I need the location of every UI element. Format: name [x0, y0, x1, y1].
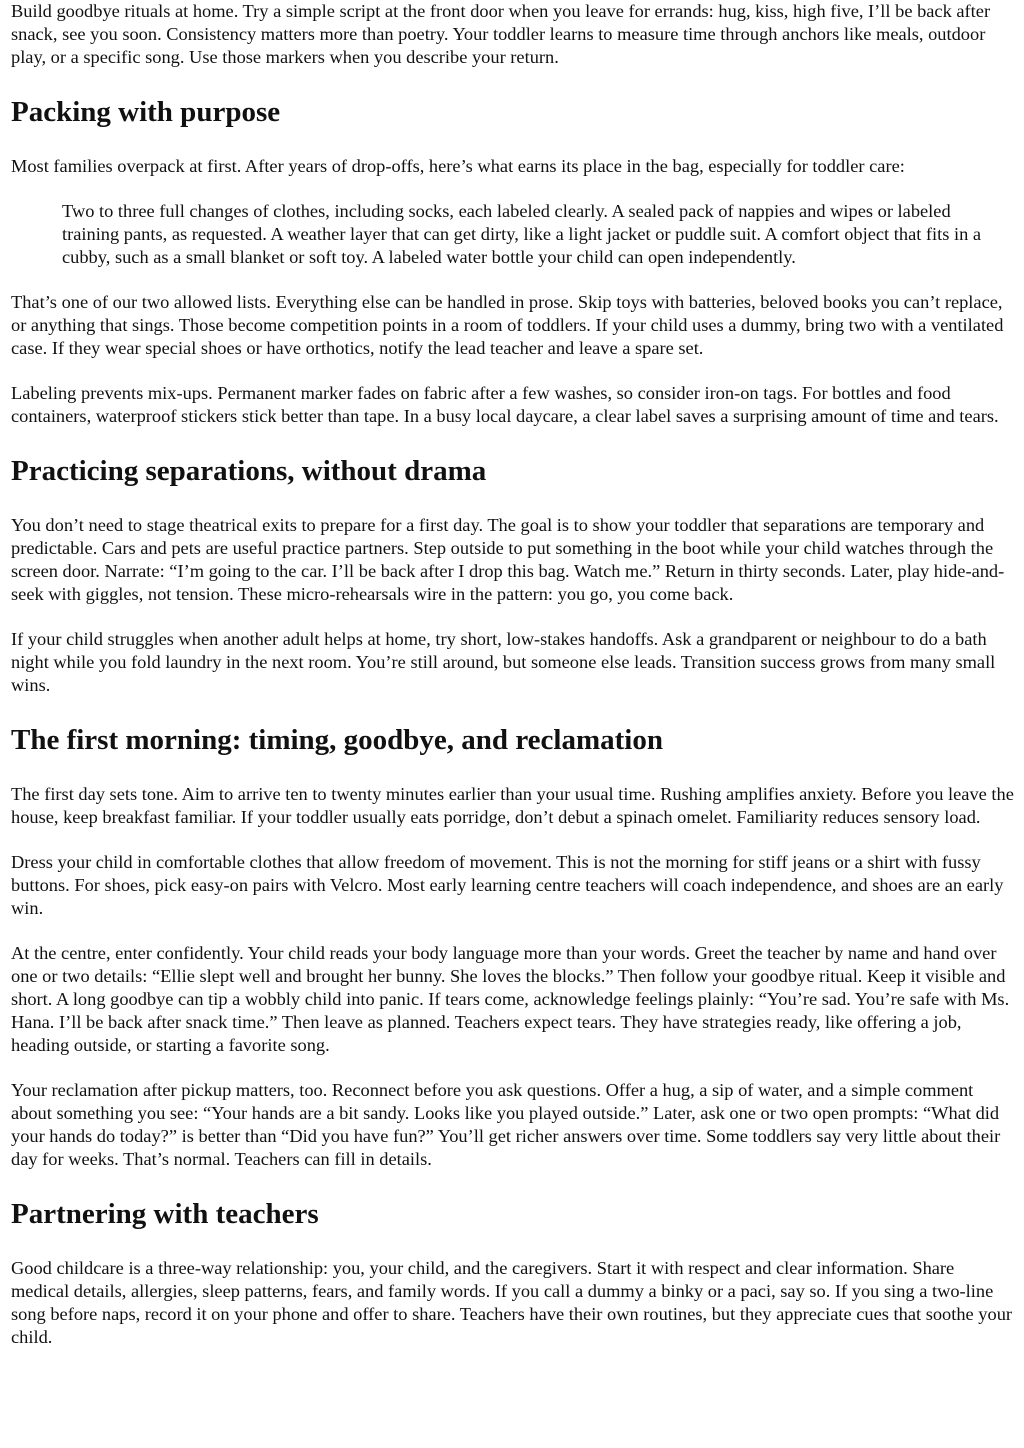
- section-heading: Partnering with teachers: [11, 1198, 319, 1230]
- paragraph: Build goodbye rituals at home. Try a simple script at the front door when you leave for errands: hug, kiss, high five, I’ll be back after snack, see you soon. Consistency matters more than poetry. Your toddler learns to measure time through anchors like meals, outdoor play, or a specific song. Use those markers when you describe your return.: [11, 1, 991, 67]
- paragraph: You don’t need to stage theatrical exits to prepare for a first day. The goal is to show your toddler that separations are temporary and predictable. Cars and pets are useful practice partners. Step outside to put something in the boot while your child watches through the screen door. Narrate: “I’m going to the car. I’ll be back after I drop this bag. Watch me.” Return in thirty seconds. Later, play hide-and-seek with giggles, not tension. These micro-rehearsals wire in the pattern: you go, you come back.: [11, 515, 1005, 604]
- paragraph: That’s one of our two allowed lists. Everything else can be handled in prose. Skip toys with batteries, beloved books you can’t replace, or anything that sings. Those become competition points in a room of toddlers. If your child uses a dummy, bring two with a ventilated case. If they wear special shoes or have orthotics, notify the lead teacher and leave a spare set.: [11, 292, 1004, 358]
- paragraph: At the centre, enter confidently. Your child reads your body language more than your words. Greet the teacher by name and hand over one or two details: “Ellie slept well and brought her bunny. She loves the blocks.” Then follow your goodbye ritual. Keep it visible and short. A long goodbye can tip a wobbly child into panic. If tears come, acknowledge feelings plainly: “You’re sad. You’re safe with Ms. Hana. I’ll be back after snack time.” Then leave as planned. Teachers expect tears. They have strategies ready, like offering a job, heading outside, or starting a favorite song.: [11, 943, 1010, 1055]
- paragraph: Your reclamation after pickup matters, too. Reconnect before you ask questions. Offer a hug, a sip of water, and a simple comment about something you see: “Your hands are a bit sandy. Looks like you played outside.” Later, ask one or two open prompts: “What did your hands do today?” is better than “Did you have fun?” You’ll get richer answers over time. Some toddlers say very little about their day for weeks. That’s normal. Teachers can fill in details.: [11, 1080, 1001, 1169]
- section-heading: Practicing separations, without drama: [11, 455, 487, 487]
- paragraph: Dress your child in comfortable clothes that allow freedom of movement. This is not the morning for stiff jeans or a shirt with fussy buttons. For shoes, pick easy-on pairs with Velcro. Most early learning centre teachers will coach independence, and shoes are an early win.: [11, 852, 1004, 918]
- paragraph: Good childcare is a three-way relationship: you, your child, and the caregivers. Start it with respect and clear information. Share medical details, allergies, sleep patterns, fears, and family words. If you call a dummy a binky or a paci, say so. If you sing a two-line song before naps, record it on your phone and offer to share. Teachers have their own routines, but they appreciate cues that soothe your child.: [11, 1258, 1013, 1347]
- section-heading: Packing with purpose: [11, 96, 281, 128]
- paragraph: If your child struggles when another adult helps at home, try short, low-stakes handoffs. Ask a grandparent or neighbour to do a bath night while you fold laundry in the next room. You’re still around, but someone else leads. Transition success grows from many small wins.: [11, 629, 996, 695]
- paragraph: Labeling prevents mix-ups. Permanent marker fades on fabric after a few washes, so consider iron-on tags. For bottles and food containers, waterproof stickers stick better than tape. In a busy local daycare, a clear label saves a surprising amount of time and tears.: [11, 383, 999, 426]
- paragraph: Most families overpack at first. After years of drop-offs, here’s what earns its place in the bag, especially for toddler care:: [11, 156, 905, 176]
- packing-list-quote: Two to three full changes of clothes, including socks, each labeled clearly. A sealed pack of nappies and wipes or labeled training pants, as requested. A weather layer that can get dirty, like a light jacket or puddle suit. A comfort object that fits in a cubby, such as a small blanket or soft toy. A labeled water bottle your child can open independently.: [62, 201, 982, 267]
- section-heading: The first morning: timing, goodbye, and reclamation: [11, 724, 663, 756]
- paragraph: The first day sets tone. Aim to arrive ten to twenty minutes earlier than your usual time. Rushing amplifies anxiety. Before you leave the house, keep breakfast familiar. If your toddler usually eats porridge, don’t debut a spinach omelet. Familiarity reduces sensory load.: [11, 784, 1014, 827]
